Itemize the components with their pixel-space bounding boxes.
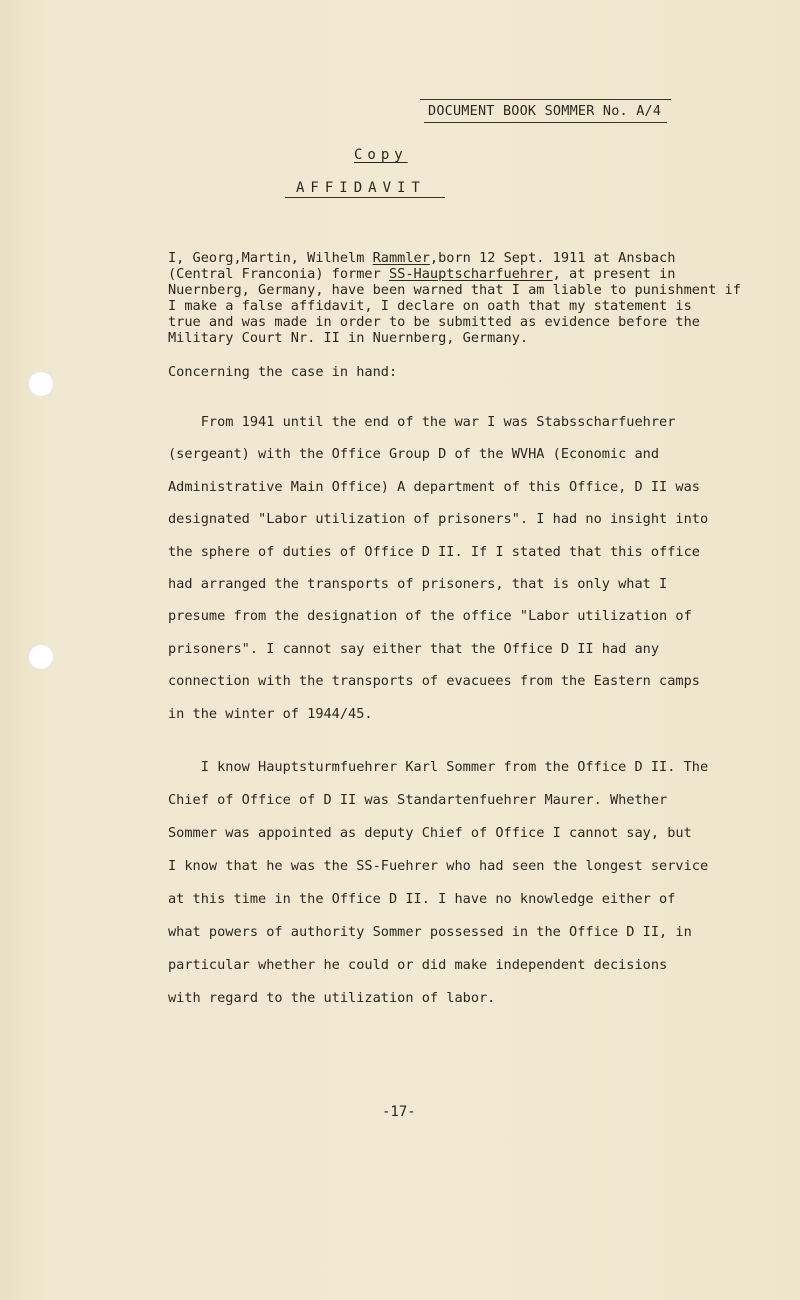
ss-rank: SS-Hauptscharfuehrer xyxy=(388,266,553,282)
intro-line-1-end: ,born 12 Sept. 1911 at Ansbach xyxy=(429,250,676,266)
p2-line: what powers of authority Sommer possessed in the Office D II, in xyxy=(168,924,692,940)
p1-line: Administrative Main Office) A department of this Office, D II was xyxy=(168,478,700,495)
intro-paragraph xyxy=(168,250,741,346)
p1-line: had arranged the transports of prisoners, that is only what I xyxy=(168,575,668,592)
p2-line: I know that he was the SS-Fuehrer who had seen the longest service xyxy=(168,858,709,874)
punch-hole-bottom xyxy=(28,644,54,670)
intro-line-5: true and was made in order to be submitted as evidence before the xyxy=(168,314,700,330)
header-rule-bottom xyxy=(424,122,667,123)
p1-line: designated "Labor utilization of prisoners". I had no insight into xyxy=(168,511,709,528)
p2-line: Sommer was appointed as deputy Chief of Office I cannot say, but xyxy=(168,825,692,841)
page-number: -17- xyxy=(382,1104,416,1120)
intro-line-4: I make a false affidavit, I declare on oath that my statement is xyxy=(168,298,692,314)
p1-line: (sergeant) with the Office Group D of the WVHA (Economic and xyxy=(168,446,660,463)
p1-line: in the winter of 1944/45. xyxy=(168,705,373,722)
p2-line: Chief of Office of D II was Standartenfuehrer Maurer. Whether xyxy=(168,792,668,808)
paragraph-1 xyxy=(168,414,708,738)
intro-line-2 xyxy=(168,266,741,282)
intro-line-3: Nuernberg, Germany, have been warned that I am liable to punishment if xyxy=(168,282,741,298)
affidavit-underline xyxy=(285,197,445,198)
affidavit-title: AFFIDAVIT xyxy=(296,180,426,196)
surname: Rammler xyxy=(372,250,430,266)
p2-line: particular whether he could or did make independent decisions xyxy=(168,957,668,973)
p1-line: the sphere of duties of Office D II. If I stated that this office xyxy=(168,543,700,560)
p1-line: presume from the designation of the office "Labor utilization of xyxy=(168,608,692,625)
p1-line: connection with the transports of evacuees from the Eastern camps xyxy=(168,673,700,690)
p2-line: at this time in the Office D II. I have no knowledge either of xyxy=(168,891,676,907)
intro-line-6: Military Court Nr. II in Nuernberg, Germany. xyxy=(168,330,529,346)
intro-line-2-start: (Central Franconia) former xyxy=(168,266,389,282)
punch-hole-top xyxy=(28,371,54,397)
p1-line: From 1941 until the end of the war I was Stabsscharfuehrer xyxy=(168,414,676,430)
intro-line-1-start: I, Georg,Martin, Wilhelm xyxy=(168,250,373,266)
p1-line: prisoners". I cannot say either that the Office D II had any xyxy=(168,640,660,657)
intro-line-2-end: , at present in xyxy=(552,266,676,282)
p2-line: with regard to the utilization of labor. xyxy=(168,990,496,1006)
document-book-label: DOCUMENT BOOK SOMMER No. A/4 xyxy=(428,103,662,119)
copy-label: Copy xyxy=(354,147,408,163)
paragraph-2 xyxy=(168,759,708,1023)
intro-line-1 xyxy=(168,250,741,266)
header-rule-top xyxy=(420,99,671,100)
case-heading: Concerning the case in hand: xyxy=(168,364,398,380)
p2-line: I know Hauptsturmfuehrer Karl Sommer from the Office D II. The xyxy=(168,759,709,775)
document-book-header xyxy=(428,103,661,119)
